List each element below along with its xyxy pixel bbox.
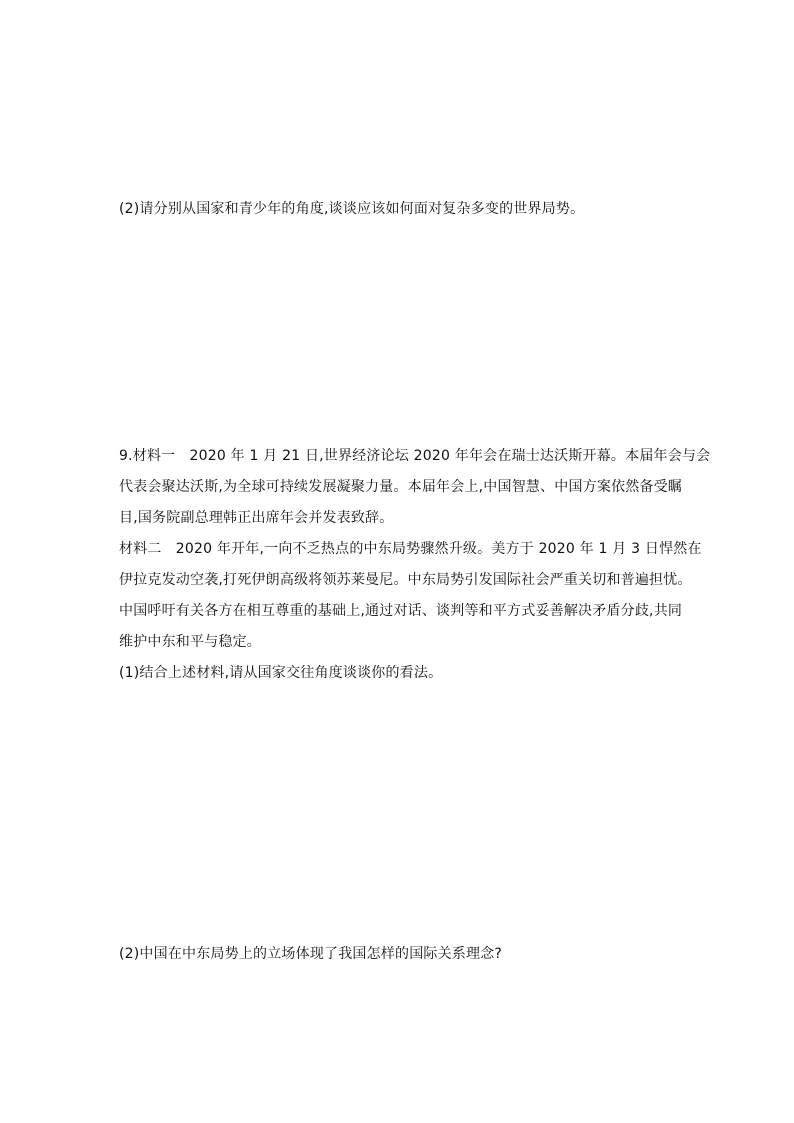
question-9-part-1: (1)结合上述材料,请从国家交往角度谈谈你的看法。 [119, 665, 443, 681]
question-9-part-2: (2)中国在中东局势上的立场体现了我国怎样的国际关系理念? [119, 946, 503, 962]
question-9-material-2-line-3: 中国呼吁有关各方在相互尊重的基础上,通过对话、谈判等和平方式妥善解决矛盾分歧,共同 [119, 603, 683, 619]
question-9-material-2-line-2: 伊拉克发动空袭,打死伊朗高级将领苏莱曼尼。中东局势引发国际社会严重关切和普遍担忧。 [119, 572, 692, 588]
question-8-part-2: (2)请分别从国家和青少年的角度,谈谈应该如何面对复杂多变的世界局势。 [119, 201, 585, 217]
question-9-material-1-line-2: 代表会聚达沃斯,为全球可持续发展凝聚力量。本届年会上,中国智慧、中国方案依然备受瞩 [119, 479, 683, 495]
question-9-material-2-line-4: 维护中东和平与稳定。 [119, 634, 261, 650]
question-9-material-1-line-3: 目,国务院副总理韩正出席年会并发表致辞。 [119, 510, 394, 526]
question-9-material-2-line-1: 材料二 2020 年开年,一向不乏热点的中东局势骤然升级。美方于 2020 年 1 月 3 日悍然在 [119, 541, 702, 557]
question-9-material-1-line-1: 9.材料一 2020 年 1 月 21 日,世界经济论坛 2020 年年会在瑞士达沃斯开幕。本届年会与会 [119, 448, 711, 464]
